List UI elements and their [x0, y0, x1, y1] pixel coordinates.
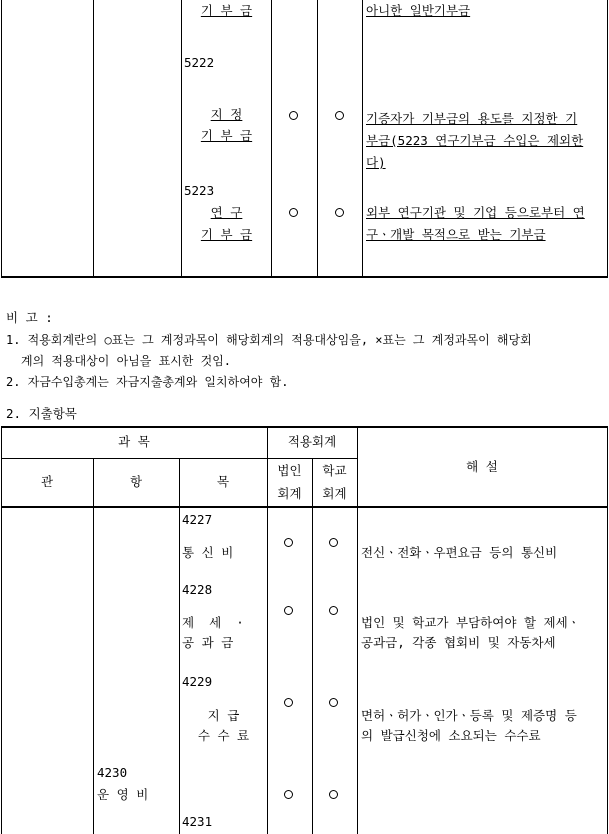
header-corp: 법인 [277, 463, 302, 478]
account-description: 면허ㆍ허가ㆍ인가ㆍ등록 및 제증명 등 [361, 708, 577, 723]
account-name: 기 부 금 [200, 3, 253, 18]
account-description: 의 발급신청에 소요되는 수수료 [361, 728, 541, 743]
account-name: 연 구 [210, 205, 243, 220]
account-code: 4229 [182, 674, 213, 689]
header-school: 학교 [322, 463, 347, 478]
account-code: 5222 [184, 55, 215, 70]
applied-corp-mark [284, 790, 293, 799]
account-description: 부금(5223 연구기부금 수입은 제외한 [366, 133, 584, 148]
header-mok: 목 [216, 474, 230, 489]
applied-corp-mark [289, 208, 298, 217]
account-description: 구ㆍ개발 목적으로 받는 기부금 [366, 227, 546, 242]
hang-name: 운 영 비 [97, 787, 149, 802]
applied-school-mark [329, 606, 338, 615]
applied-school-mark [329, 538, 338, 547]
applied-corp-mark [284, 698, 293, 707]
account-name: 공 과 금 [182, 635, 234, 650]
note-item-2: 2. 자금수입총계는 자금지출총계와 일치하여야 함. [6, 375, 289, 389]
applied-school-mark [335, 111, 344, 120]
account-description: 기증자가 기부금의 용도를 지정한 기 [366, 111, 578, 126]
header-applied-accounting: 적용회계 [287, 434, 337, 449]
header-subject: 과 목 [118, 434, 150, 449]
applied-corp-mark [284, 606, 293, 615]
account-description: 아니한 일반기부금 [366, 3, 471, 18]
hang-code: 4230 [97, 765, 128, 780]
account-code: 4231 [182, 814, 213, 829]
note-item-1: 1. 적용회계란의 ○표는 그 계정과목이 해당회계의 적용대상임을, ×표는 그 계정과목이 해당회 [6, 333, 532, 347]
note-item-1-cont: 계의 적용대상이 아님을 표시한 것임. [21, 354, 232, 368]
account-name: 기 부 금 [200, 227, 253, 242]
account-code: 4228 [182, 582, 213, 597]
applied-corp-mark [289, 111, 298, 120]
account-code: 5223 [184, 183, 215, 198]
account-description: 전신ㆍ전화ㆍ우편요금 등의 통신비 [361, 545, 558, 560]
account-description: 외부 연구기관 및 기업 등으로부터 연 [366, 205, 585, 220]
account-name: 수 수 료 [197, 728, 250, 743]
account-name: 통 신 비 [182, 545, 234, 560]
account-description: 공과금, 각종 협회비 및 자동차세 [361, 635, 556, 650]
applied-school-mark [335, 208, 344, 217]
account-code: 4227 [182, 512, 213, 527]
header-description: 해 설 [466, 459, 498, 474]
header-corp: 회계 [277, 486, 302, 501]
header-school: 회계 [322, 486, 347, 501]
applied-corp-mark [284, 538, 293, 547]
header-hang: 항 [129, 474, 143, 489]
section-title: 2. 지출항목 [6, 406, 77, 421]
header-gwan: 관 [40, 474, 54, 489]
account-description: 다) [366, 155, 386, 170]
account-name: 제 세 · [182, 615, 244, 630]
applied-school-mark [329, 698, 338, 707]
notes-heading: 비 고 : [6, 310, 53, 325]
account-name: 지 급 [207, 708, 240, 723]
account-name: 기 부 금 [200, 128, 253, 143]
account-description: 법인 및 학교가 부담하여야 할 제세ㆍ [361, 615, 580, 630]
applied-school-mark [329, 790, 338, 799]
account-name: 지 정 [210, 107, 243, 122]
